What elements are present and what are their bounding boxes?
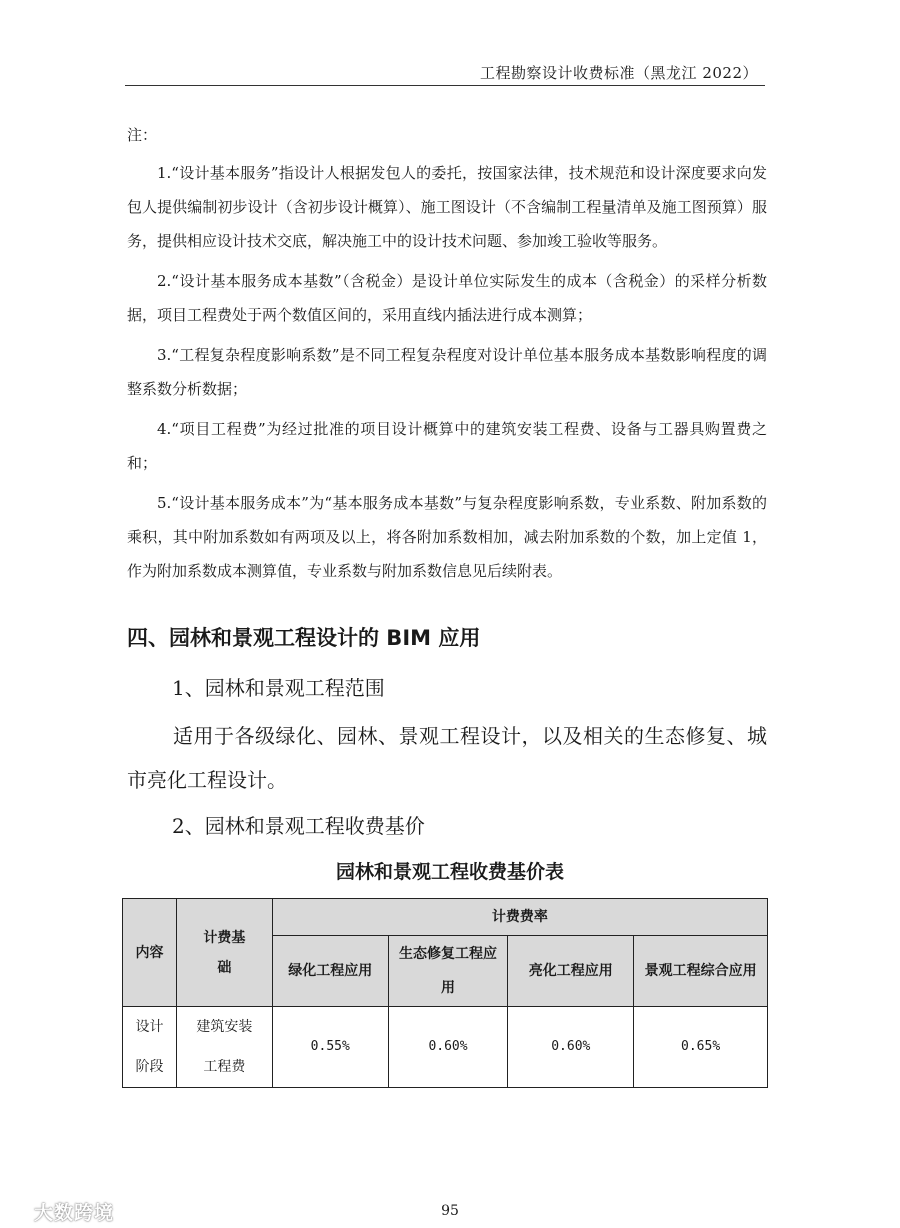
note-item: 4.“项目工程费”为经过批准的项目设计概算中的建筑安装工程费、设备与工器具购置费之和；: [127, 420, 767, 472]
subsection-heading-scope: 1、园林和景观工程范围: [172, 676, 385, 700]
subsection-heading-fee: 2、园林和景观工程收费基价: [172, 814, 425, 838]
cell-rate-greening: 0.55%: [272, 1007, 388, 1088]
running-header: 工程勘察设计收费标准（黑龙江 2022）: [480, 64, 758, 82]
header-col-landscape: 景观工程综合应用: [634, 936, 768, 1007]
note-item: 3.“工程复杂程度影响系数”是不同工程复杂程度对设计单位基本服务成本基数影响程度的调整系数分析数据；: [127, 346, 767, 398]
header-rule: [125, 85, 765, 86]
notes-title: 注：: [127, 126, 158, 144]
cell-basis: 建筑安装工程费: [176, 1007, 272, 1088]
header-rate: 计费费率: [272, 899, 767, 936]
cell-content: 设计阶段: [123, 1007, 177, 1088]
scope-paragraph: 适用于各级绿化、园林、景观工程设计，以及相关的生态修复、城市亮化工程设计。: [127, 724, 767, 792]
cell-rate-landscape: 0.65%: [634, 1007, 768, 1088]
header-content: 内容: [123, 899, 177, 1007]
note-item: 5.“设计基本服务成本”为“基本服务成本基数”与复杂程度影响系数，专业系数、附加系数的乘积，其中附加系数如有两项及以上，将各附加系数相加，减去附加系数的个数，加上定值 1，作为附加系数成本测算值，专业系数与附加系数信息见后续附表。: [127, 494, 767, 580]
header-col-lighting: 亮化工程应用: [508, 936, 634, 1007]
table-row: [123, 1007, 768, 1088]
note-item: 1.“设计基本服务”指设计人根据发包人的委托，按国家法律，技术规范和设计深度要求向发包人提供编制初步设计（含初步设计概算）、施工图设计（不含编制工程量清单及施工图预算）服务，提供相应设计技术交底，解决施工中的设计技术问题、参加竣工验收等服务。: [127, 164, 767, 250]
notes-block: [127, 118, 767, 594]
header-basis: 计费基础: [176, 899, 272, 1007]
watermark: [6, 1198, 114, 1225]
cell-rate-eco-restoration: 0.60%: [388, 1007, 508, 1088]
cell-rate-lighting: 0.60%: [508, 1007, 634, 1088]
page-number: 95: [441, 1203, 459, 1219]
wechat-icon: [6, 1205, 32, 1223]
note-item: 2.“设计基本服务成本基数”（含税金）是设计单位实际发生的成本（含税金）的采样分析数据，项目工程费处于两个数值区间的，采用直线内插法进行成本测算；: [127, 272, 767, 324]
fee-table: [122, 898, 768, 1088]
table-title: 园林和景观工程收费基价表: [335, 861, 564, 883]
header-col-greening: 绿化工程应用: [272, 936, 388, 1007]
header-col-eco-restoration: 生态修复工程应用: [388, 936, 508, 1007]
watermark-text: 大数跨境: [34, 1202, 115, 1224]
table-header-row: [123, 899, 768, 936]
section-heading: 四、园林和景观工程设计的 BIM 应用: [127, 626, 481, 650]
